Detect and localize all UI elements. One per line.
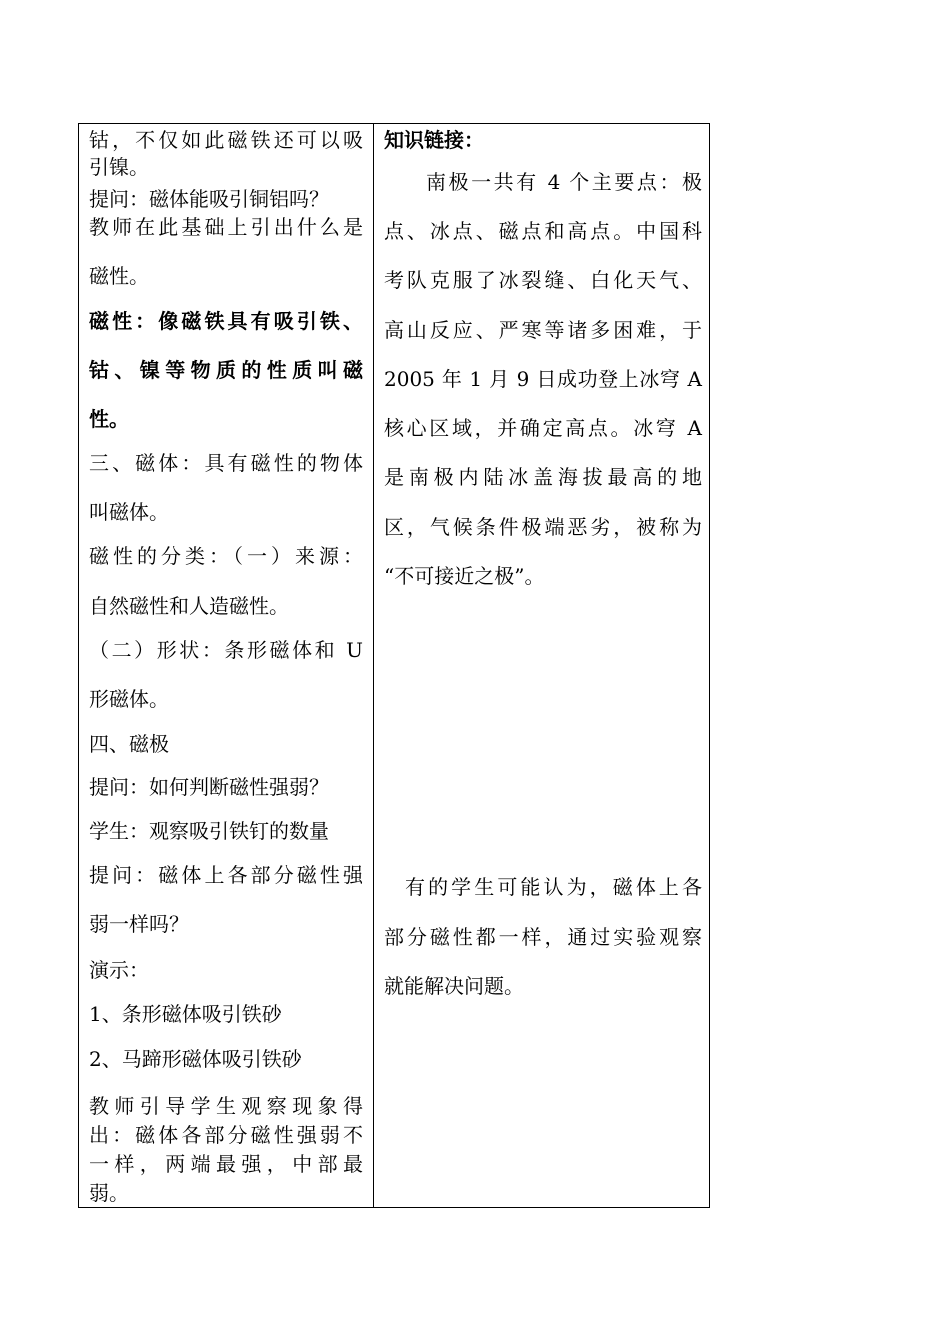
left-line-6: 磁性：像磁铁具有吸引铁、 <box>89 309 363 333</box>
left-line-4: 教师在此基础上引出什么是 <box>89 215 363 239</box>
left-line-11: 磁性的分类：（一）来源： <box>89 544 363 568</box>
right-line-10: 有的学生可能认为，磁体上各 <box>405 875 702 899</box>
left-line-7: 钴、镍等物质的性质叫磁 <box>89 358 363 382</box>
right-line-5: 2005 年 1 月 9 日成功登上冰穹 A <box>384 367 702 391</box>
left-line-2: 引镍。 <box>89 155 149 179</box>
left-line-15: 四、磁极 <box>89 732 169 756</box>
left-line-16: 提问：如何判断磁性强弱？ <box>89 775 329 799</box>
lesson-table <box>78 123 710 1208</box>
right-line-9: “不可接近之极”。 <box>384 564 545 588</box>
left-line-20: 演示： <box>89 958 149 982</box>
left-line-12: 自然磁性和人造磁性。 <box>89 594 289 618</box>
left-line-13: （二）形状：条形磁体和 U <box>89 638 363 662</box>
right-line-1: 南极一共有 4 个主要点：极 <box>426 170 702 194</box>
knowledge-link-heading: 知识链接： <box>384 128 484 152</box>
right-line-11: 部分磁性都一样，通过实验观察 <box>384 925 702 949</box>
right-line-6: 核心区域，并确定高点。冰穹 A <box>384 416 702 440</box>
left-line-3: 提问：磁体能吸引铜铝吗？ <box>89 187 329 211</box>
right-column <box>384 124 702 1207</box>
right-line-2: 点、冰点、磁点和高点。中国科 <box>384 219 702 243</box>
left-line-8: 性。 <box>89 407 129 431</box>
left-line-17: 学生：观察吸引铁钉的数量 <box>89 819 329 843</box>
left-line-14: 形磁体。 <box>89 687 169 711</box>
left-line-19: 弱一样吗？ <box>89 912 189 936</box>
left-line-26: 弱。 <box>89 1181 129 1205</box>
left-line-21: 1、条形磁体吸引铁砂 <box>89 1002 282 1026</box>
column-divider <box>373 124 374 1207</box>
left-line-25: 一样，两端最强，中部最 <box>89 1152 363 1176</box>
left-line-10: 叫磁体。 <box>89 500 169 524</box>
left-line-9: 三、磁体：具有磁性的物体 <box>89 451 363 475</box>
left-line-1: 钴，不仅如此磁铁还可以吸 <box>89 128 363 152</box>
right-line-4: 高山反应、严寒等诸多困难，于 <box>384 318 702 342</box>
left-column <box>89 124 365 1207</box>
left-line-5: 磁性。 <box>89 264 149 288</box>
right-line-8: 区，气候条件极端恶劣，被称为 <box>384 515 702 539</box>
right-line-12: 就能解决问题。 <box>384 974 524 998</box>
left-line-18: 提问：磁体上各部分磁性强 <box>89 863 363 887</box>
left-line-22: 2、马蹄形磁体吸引铁砂 <box>89 1047 302 1071</box>
left-line-23: 教师引导学生观察现象得 <box>89 1094 363 1118</box>
right-line-7: 是南极内陆冰盖海拔最高的地 <box>384 465 702 489</box>
left-line-24: 出：磁体各部分磁性强弱不 <box>89 1123 363 1147</box>
right-line-3: 考队克服了冰裂缝、白化天气、 <box>384 268 702 292</box>
